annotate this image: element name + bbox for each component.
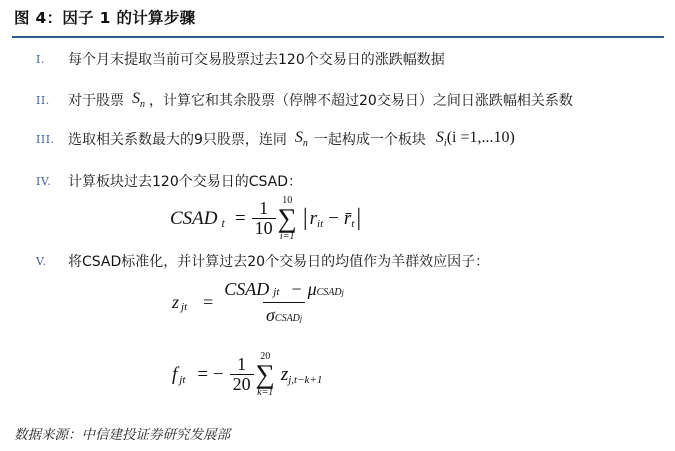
formula-lhs-sub: jt [179,373,186,386]
mean-return-sub: t [351,217,355,230]
return-symbol: r [309,207,318,229]
abs-bar-left-icon: | [302,205,308,232]
step-text: 计算板块过去120个交易日的CSAD： [68,174,303,190]
zscore-symbol: z [280,363,289,385]
abs-bar-right-icon: | [356,205,362,232]
sector-symbol: S [435,129,444,146]
formula-lhs: CSAD [170,207,218,229]
zscore-sub: j,t−k+1 [288,373,323,386]
stock-symbol-sub: n [302,138,308,149]
stock-symbol-sub: n [140,99,145,110]
formula-eq: = [234,207,246,229]
figure-title: 图 4：因子 1 的计算步骤 [14,9,196,27]
step-number: IV. [36,174,52,188]
sum-lower: i=1 [279,230,295,242]
formula-factor [172,352,322,398]
step-text: 每个月末提取当前可交易股票过去120个交易日的涨跌幅数据 [68,52,445,68]
formula-fraction [221,280,347,325]
step-number: V. [36,254,47,268]
stock-symbol: S [294,129,303,146]
step-number: III. [36,132,55,146]
sum-upper: 10 [282,195,293,206]
sector-symbol-sub: i [443,138,447,149]
step-text [68,129,515,149]
step-3 [36,128,515,150]
formula-zscore [172,280,347,325]
summation [278,196,297,242]
fraction-numerator: 1 [237,354,247,375]
step-4 [36,170,302,192]
sum-lower: k=1 [257,386,274,398]
return-sub: it [317,217,324,230]
sum-upper: 20 [260,351,271,362]
formula-csad [170,196,361,242]
fraction-denominator: 10 [252,218,276,238]
fraction-numerator: 1 [259,198,269,219]
mean-return-symbol: r̄ [343,207,352,229]
step-text-b: ，计算它和其余股票（停牌不超过20交易日）之间日涨跌幅相关系数 [149,93,573,109]
step-text: 将CSAD标准化，并计算过去20个交易日的均值作为羊群效应因子： [68,254,490,270]
step-text-b: 一起构成一个板块 [313,132,426,148]
summation [256,352,275,398]
formula-eq: = [203,291,214,312]
minus-sign: − [328,207,339,229]
formula-fraction [230,355,254,394]
step-text [68,90,573,110]
sector-condition: (i =1,...10) [446,129,515,146]
fraction-denominator: σCSADj [263,302,305,325]
step-5 [36,250,489,272]
step-number: II. [36,93,50,107]
step-text-a: 对于股票 [68,93,124,109]
step-number: I. [36,52,45,66]
formula-fraction [252,199,276,238]
formula-lhs: z [172,291,180,312]
formula-lhs-sub: t [221,216,225,231]
sigma-icon: ∑ [255,359,275,389]
title-rule [12,36,664,38]
formula-lhs-sub: jt [181,301,188,314]
data-source: 数据来源：中信建投证券研究发展部 [14,427,230,443]
stock-symbol: S [132,90,140,107]
fraction-numerator: CSAD jt − μ CSAD j [224,279,344,299]
fraction-denominator: 20 [230,374,254,394]
step-1 [36,48,445,70]
sigma-icon: ∑ [277,203,297,233]
formula-lhs: f [172,363,178,385]
step-2 [36,89,573,111]
step-text-a: 选取相关系数最大的9只股票，连同 [68,132,287,148]
formula-eq: = − [197,363,224,385]
